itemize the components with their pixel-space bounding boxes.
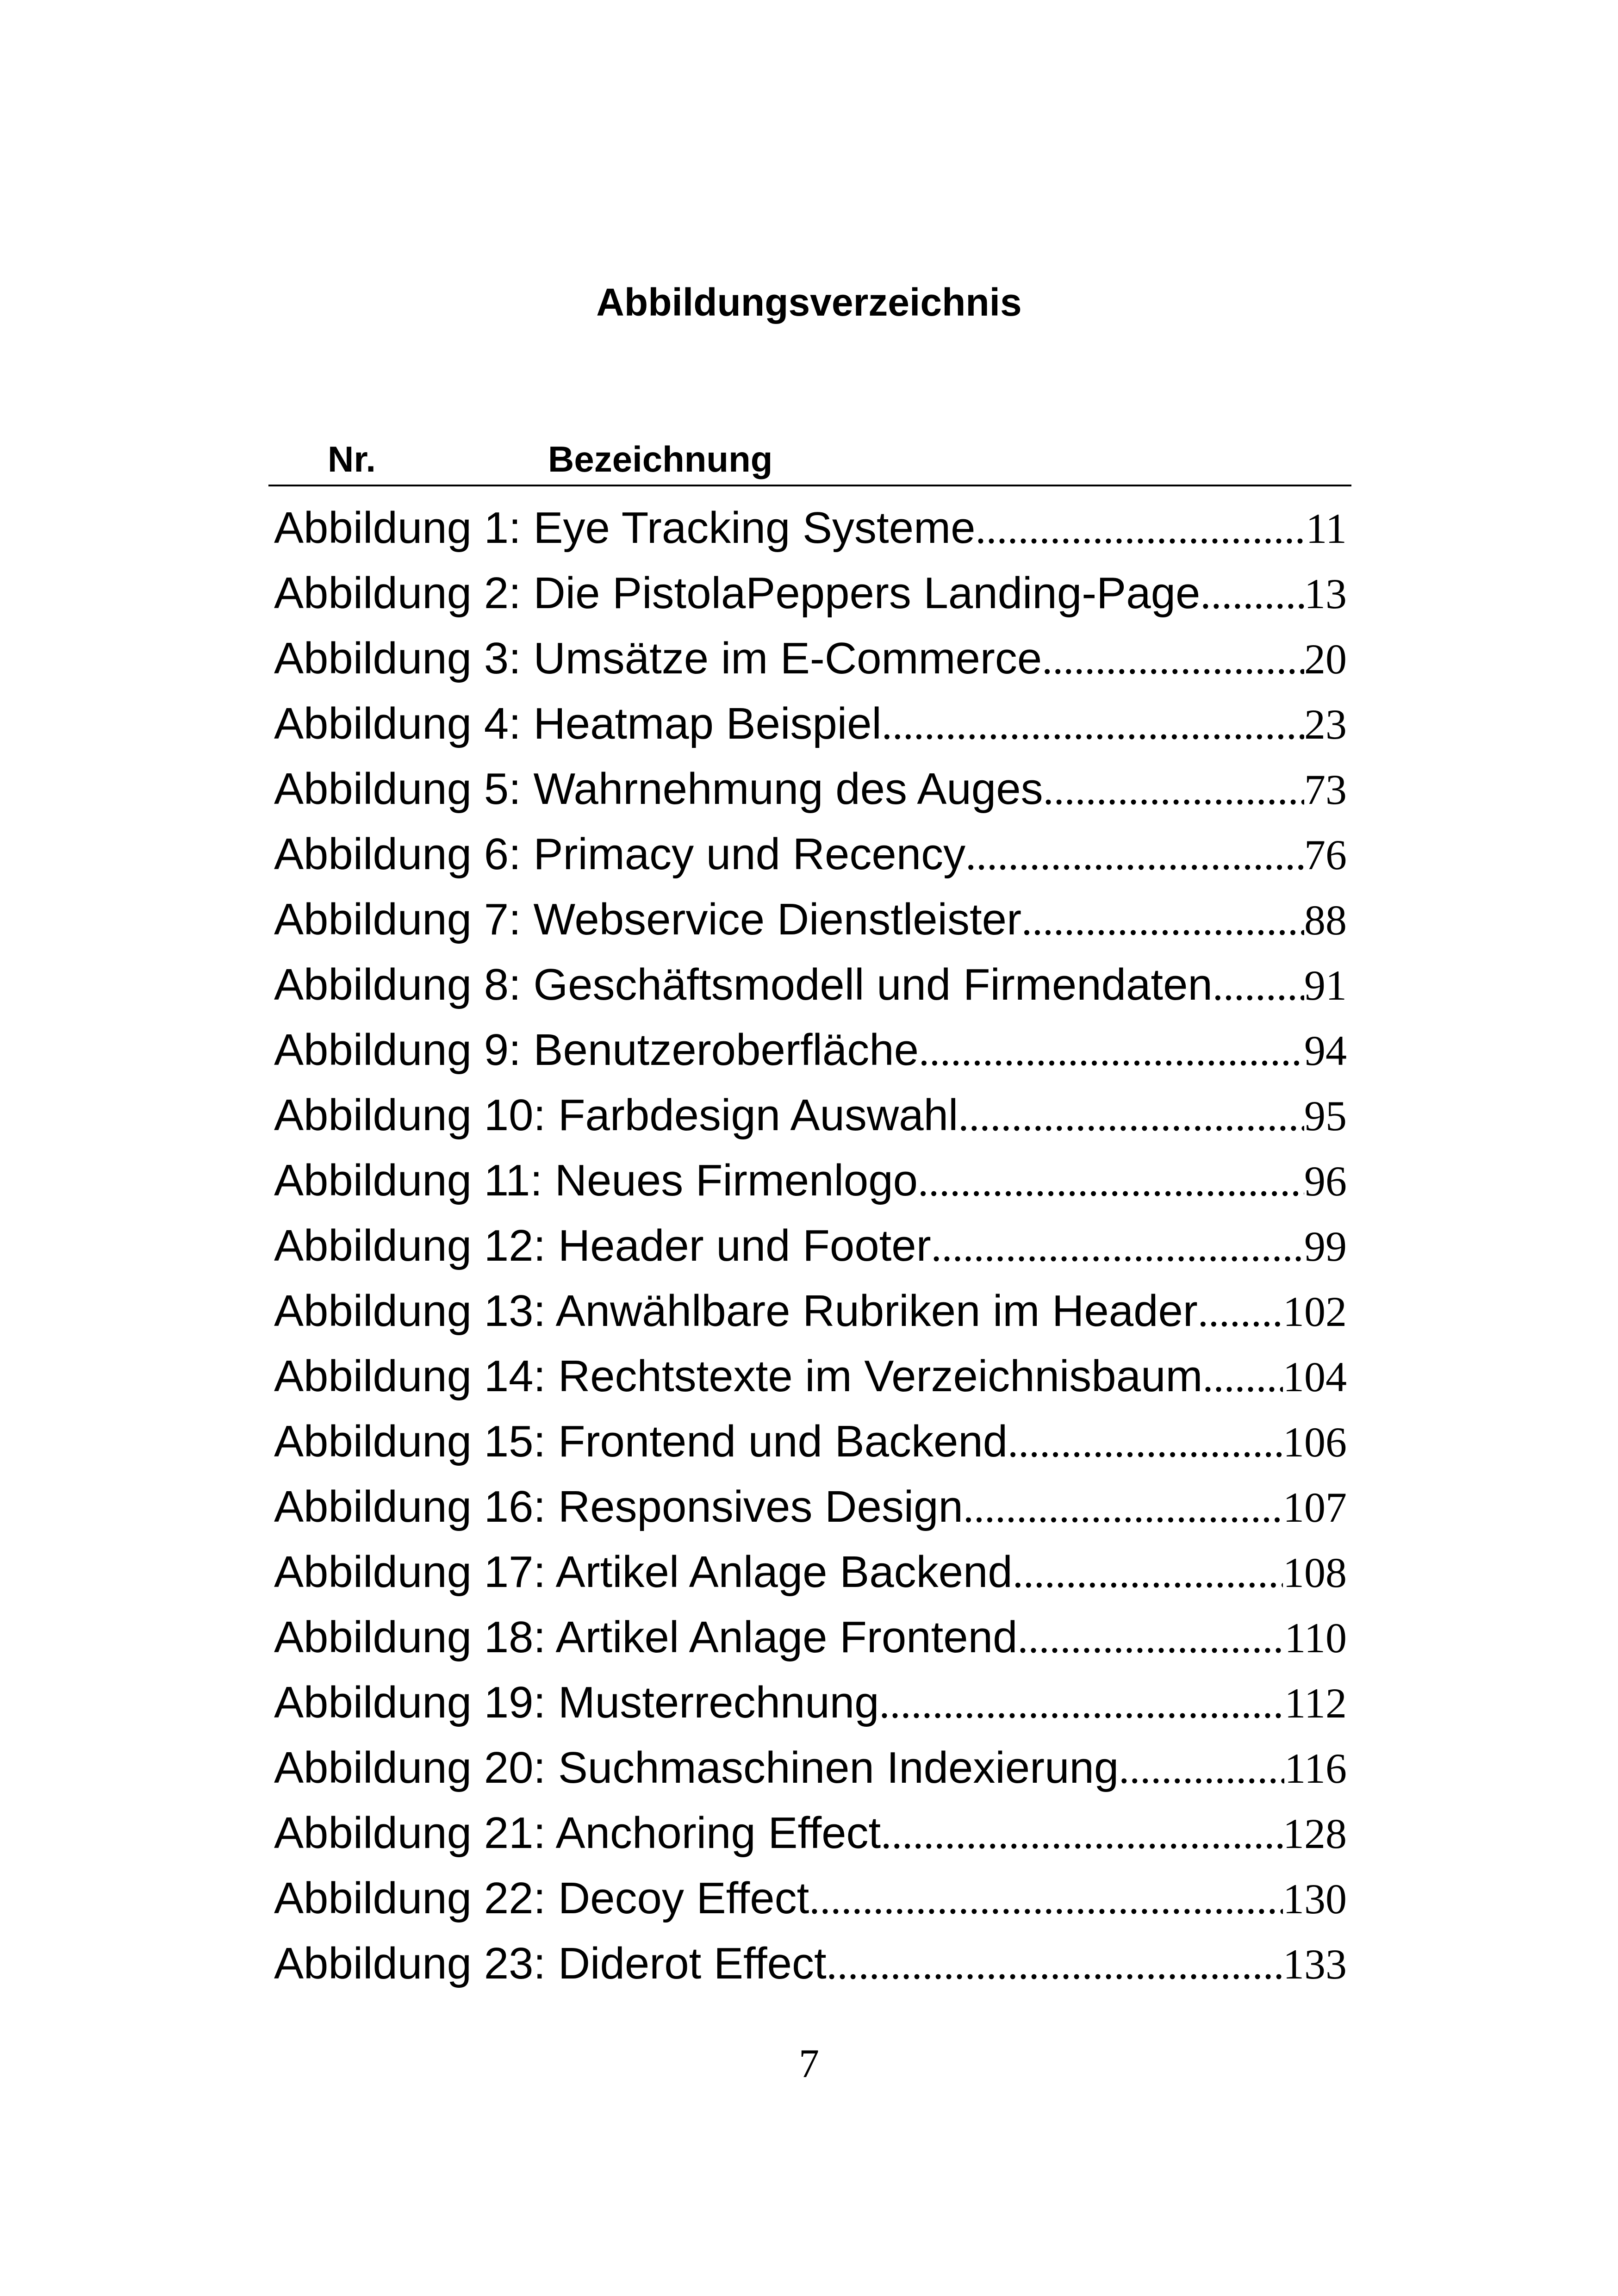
dot-leader (1043, 757, 1304, 822)
dot-leader (931, 1214, 1304, 1279)
dot-leader (809, 1867, 1283, 1932)
dot-leader (958, 1083, 1304, 1149)
entry-page-number: 108 (1283, 1549, 1347, 1596)
list-item[interactable] (274, 1866, 1347, 1931)
entry-page-number: 116 (1284, 1745, 1347, 1792)
entry-label: Abbildung 6: Primacy und Recency (274, 829, 966, 879)
dot-leader (965, 822, 1304, 888)
entry-page-number: 20 (1304, 635, 1347, 683)
entry-label: Abbildung 15: Frontend und Backend (274, 1417, 1008, 1466)
dot-leader (1202, 1344, 1283, 1410)
list-item[interactable] (274, 1409, 1347, 1474)
entry-label: Abbildung 1: Eye Tracking Systeme (274, 503, 976, 553)
entry-label: Abbildung 10: Farbdesign Auswahl (274, 1090, 958, 1140)
entry-page-number: 96 (1304, 1157, 1347, 1205)
entry-page-number: 88 (1304, 896, 1347, 944)
column-header-bezeichnung: Bezeichnung (548, 439, 773, 479)
entry-label: Abbildung 16: Responsives Design (274, 1482, 963, 1531)
entry-label: Abbildung 8: Geschäftsmodell und Firmendaten (274, 960, 1213, 1009)
entry-label: Abbildung 20: Suchmaschinen Indexierung (274, 1743, 1119, 1792)
entry-page-number: 73 (1304, 766, 1347, 813)
entry-label: Abbildung 14: Rechtstexte im Verzeichnisbaum (274, 1351, 1203, 1401)
dot-leader (879, 1671, 1285, 1736)
dot-leader (1021, 888, 1304, 953)
dot-leader (963, 1475, 1283, 1540)
dot-leader (918, 1149, 1304, 1214)
entry-page-number: 13 (1304, 570, 1347, 617)
entry-label: Abbildung 11: Neues Firmenlogo (274, 1156, 918, 1205)
entry-label: Abbildung 23: Diderot Effect (274, 1939, 827, 1988)
list-item[interactable] (274, 952, 1347, 1017)
list-item[interactable] (274, 1735, 1347, 1800)
entry-page-number: 102 (1283, 1288, 1347, 1335)
entry-page-number: 110 (1284, 1614, 1347, 1661)
figure-list (274, 495, 1347, 1996)
dot-leader (882, 692, 1304, 757)
entry-page-number: 107 (1283, 1484, 1347, 1531)
entry-page-number: 95 (1304, 1092, 1347, 1139)
header-rule (268, 485, 1351, 486)
list-item[interactable] (274, 626, 1347, 691)
dot-leader (1013, 1540, 1283, 1605)
list-item[interactable] (274, 821, 1347, 887)
entry-page-number: 104 (1283, 1353, 1347, 1400)
list-item[interactable] (274, 495, 1347, 560)
entry-page-number: 112 (1284, 1680, 1347, 1727)
entry-page-number: 106 (1283, 1419, 1347, 1466)
entry-label: Abbildung 19: Musterrechnung (274, 1678, 879, 1727)
entry-page-number: 133 (1283, 1941, 1347, 1988)
entry-page-number: 11 (1306, 505, 1347, 552)
dot-leader (975, 496, 1306, 561)
dot-leader (1119, 1736, 1284, 1801)
list-item[interactable] (274, 1605, 1347, 1670)
list-item[interactable] (274, 756, 1347, 821)
list-item[interactable] (274, 1213, 1347, 1278)
entry-label: Abbildung 2: Die PistolaPeppers Landing-Page (274, 568, 1201, 618)
entry-label: Abbildung 18: Artikel Anlage Frontend (274, 1612, 1018, 1662)
entry-page-number: 128 (1283, 1810, 1347, 1857)
entry-page-number: 99 (1304, 1223, 1347, 1270)
list-item[interactable] (274, 560, 1347, 626)
dot-leader (827, 1932, 1283, 1997)
list-item[interactable] (274, 887, 1347, 952)
list-item[interactable] (274, 1539, 1347, 1605)
entry-page-number: 23 (1304, 701, 1347, 748)
dot-leader (1200, 561, 1304, 627)
list-item[interactable] (274, 1344, 1347, 1409)
list-item[interactable] (274, 1278, 1347, 1344)
dot-leader (919, 1018, 1304, 1083)
column-header-nr: Nr. (328, 439, 376, 479)
entry-label: Abbildung 9: Benutzeroberfläche (274, 1025, 919, 1075)
entry-label: Abbildung 13: Anwählbare Rubriken im Header (274, 1286, 1198, 1336)
page-number: 7 (799, 2041, 819, 2086)
list-item[interactable] (274, 691, 1347, 756)
entry-page-number: 91 (1304, 962, 1347, 1009)
list-item[interactable] (274, 1017, 1347, 1083)
entry-label: Abbildung 17: Artikel Anlage Backend (274, 1547, 1013, 1597)
entry-label: Abbildung 4: Heatmap Beispiel (274, 699, 882, 748)
entry-label: Abbildung 7: Webservice Dienstleister (274, 895, 1022, 944)
dot-leader (881, 1801, 1283, 1867)
list-item[interactable] (274, 1670, 1347, 1735)
entry-label: Abbildung 21: Anchoring Effect (274, 1808, 881, 1858)
entry-page-number: 76 (1304, 831, 1347, 878)
entry-label: Abbildung 3: Umsätze im E-Commerce (274, 634, 1042, 683)
list-item[interactable] (274, 1148, 1347, 1213)
entry-page-number: 130 (1283, 1875, 1347, 1923)
entry-label: Abbildung 22: Decoy Effect (274, 1873, 809, 1923)
list-item[interactable] (274, 1083, 1347, 1148)
list-item[interactable] (274, 1931, 1347, 1996)
dot-leader (1213, 953, 1304, 1018)
entry-page-number: 94 (1304, 1027, 1347, 1074)
list-item[interactable] (274, 1800, 1347, 1866)
entry-label: Abbildung 12: Header und Footer (274, 1221, 931, 1270)
dot-leader (1042, 627, 1304, 692)
dot-leader (1017, 1605, 1284, 1671)
dot-leader (1008, 1410, 1283, 1475)
list-item[interactable] (274, 1474, 1347, 1539)
page-title: Abbildungsverzeichnis (596, 280, 1022, 324)
dot-leader (1198, 1279, 1283, 1344)
entry-label: Abbildung 5: Wahrnehmung des Auges (274, 764, 1043, 814)
